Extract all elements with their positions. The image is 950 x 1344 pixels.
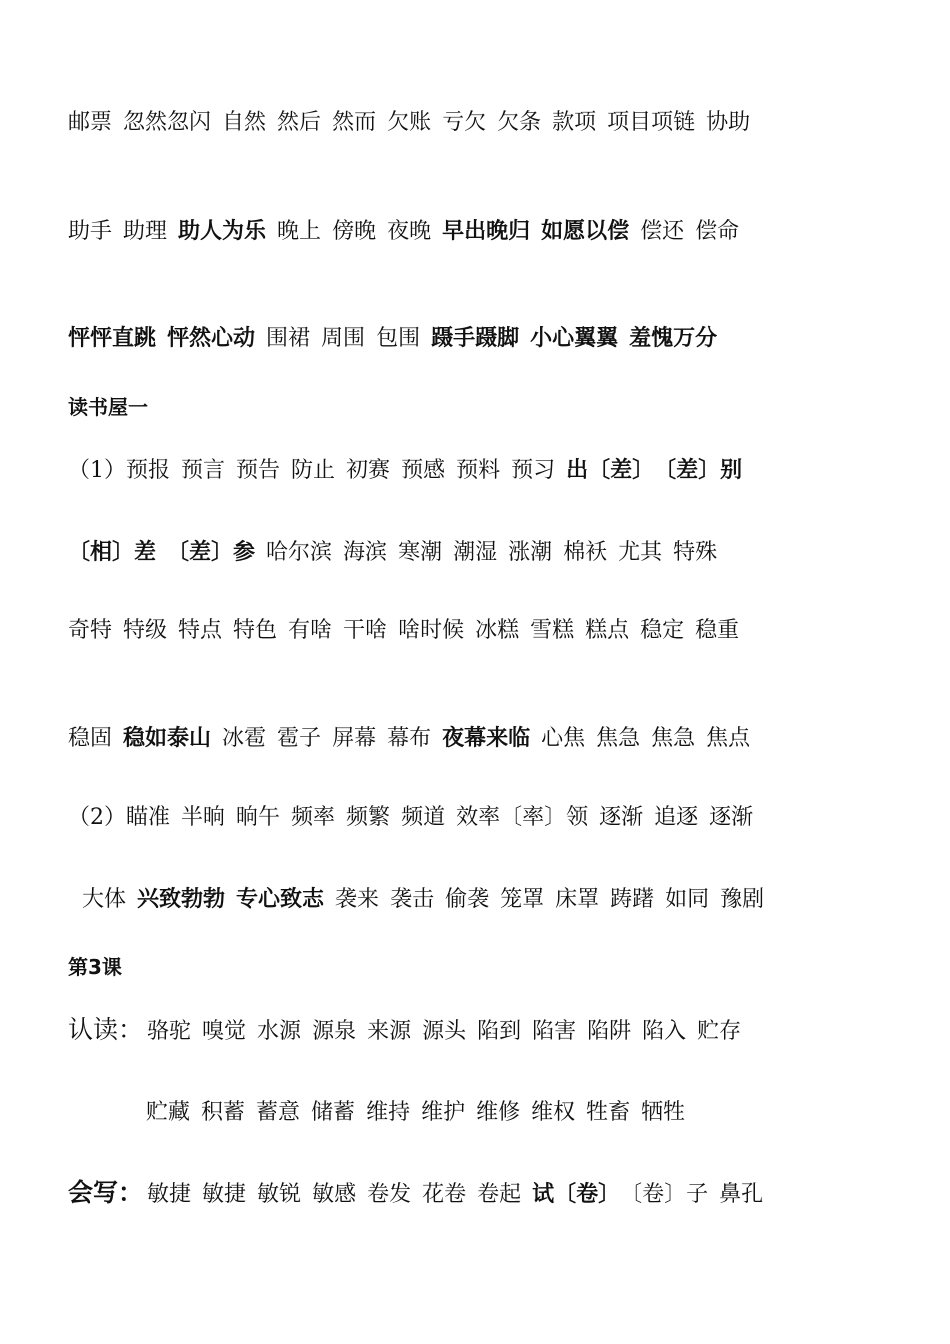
vocab-word: 防止 [291, 458, 336, 483]
vocab-word: 嗅觉 [202, 1019, 247, 1044]
vocab-word: 偿还 [640, 219, 685, 244]
vocab-word: 包围 [376, 326, 421, 351]
vocab-word: 维修 [476, 1100, 521, 1125]
vocab-word: 自然 [222, 110, 267, 135]
vocab-word: 专心致志 [236, 886, 325, 912]
vocab-word: 陷阱 [587, 1019, 632, 1044]
vocab-word: 维权 [531, 1100, 576, 1125]
vocab-word: 傍晚 [332, 219, 377, 244]
vocab-word: 夜晚 [387, 219, 432, 244]
vocab-word: 冰雹 [222, 726, 267, 751]
vocab-word: 亏欠 [442, 110, 487, 135]
vocab-word: 奇特 [68, 618, 113, 643]
vocab-word: 如同 [665, 887, 710, 912]
vocab-word: 卷起 [477, 1182, 522, 1207]
vocab-word: 骆驼 [147, 1019, 192, 1044]
word-row-7 [68, 723, 910, 754]
vocab-word: 大体 [82, 887, 127, 912]
vocab-word: 心焦 [541, 726, 586, 751]
vocab-word: 哈尔滨 [266, 540, 333, 565]
vocab-word: 追逐 [654, 805, 699, 830]
vocab-word: 偷袭 [445, 887, 490, 912]
vocab-word: 涨潮 [508, 540, 553, 565]
vocab-word: 敏感 [312, 1182, 357, 1207]
vocab-word: 潮湿 [453, 540, 498, 565]
vocab-word: 助理 [123, 219, 168, 244]
vocab-word: 床罩 [555, 887, 600, 912]
vocab-word: 如愿以偿 [541, 218, 630, 244]
vocab-word: 特点 [178, 618, 223, 643]
vocab-word: 预料 [456, 458, 501, 483]
vocab-word: 牺牲 [641, 1100, 686, 1125]
vocab-word: 储蓄 [311, 1100, 356, 1125]
vocab-word: 雪糕 [530, 618, 575, 643]
vocab-word: 卷发 [367, 1182, 412, 1207]
vocab-word: 特殊 [673, 540, 718, 565]
vocab-word: 贮藏 [146, 1100, 191, 1125]
vocab-word: 逐渐 [709, 805, 754, 830]
word-row-8 [68, 803, 910, 833]
vocab-word: 干啥 [343, 618, 388, 643]
vocab-word: 蹑手蹑脚 [431, 325, 520, 351]
vocab-word: 怦怦直跳 [68, 325, 157, 351]
vocab-word: 预告 [236, 458, 281, 483]
vocab-word: 维护 [421, 1100, 466, 1125]
word-row-9 [82, 884, 910, 915]
vocab-word: 陷入 [642, 1019, 687, 1044]
vocab-word: 牲畜 [586, 1100, 631, 1125]
vocab-word: 怦然心动 [167, 325, 256, 351]
word-row-4 [68, 455, 910, 486]
write-row-1 [68, 1178, 910, 1210]
vocab-word: 〔卷〕子 [631, 1182, 709, 1207]
vocab-word: 频率 [291, 805, 336, 830]
vocab-word: 频道 [401, 805, 446, 830]
vocab-word: 然而 [332, 110, 377, 135]
vocab-word: 来源 [367, 1019, 412, 1044]
vocab-word: 〔差〕别 [665, 457, 743, 483]
vocab-word: 袭击 [390, 887, 435, 912]
vocab-word: 稳定 [640, 618, 685, 643]
vocab-word: 棉袄 [563, 540, 608, 565]
vocab-word: 围裙 [266, 326, 311, 351]
vocab-word: 邮票 [68, 110, 113, 135]
vocab-word: （2）瞄准 [68, 805, 170, 830]
vocab-word: 预言 [181, 458, 226, 483]
vocab-word: 焦点 [706, 726, 751, 751]
vocab-word: 出〔差〕 [566, 457, 655, 483]
vocab-word: 陷害 [532, 1019, 577, 1044]
vocab-word: 小心翼翼 [530, 325, 619, 351]
word-row-6 [68, 616, 910, 646]
vocab-word: 稳如泰山 [123, 725, 212, 751]
vocab-word: 预感 [401, 458, 446, 483]
vocab-word: 夜幕来临 [442, 725, 531, 751]
vocab-word: 踌躇 [610, 887, 655, 912]
vocab-word: 有啥 [288, 618, 333, 643]
word-row-5 [68, 537, 910, 568]
vocab-word: 逐渐 [599, 805, 644, 830]
vocab-word: 试〔卷〕 [532, 1181, 621, 1207]
vocab-word: 偿命 [695, 219, 740, 244]
vocab-word: 蓄意 [256, 1100, 301, 1125]
vocab-word: 忽然忽闪 [123, 110, 212, 135]
vocab-word: 笼罩 [500, 887, 545, 912]
section-heading-lesson-3: 第3课 [68, 955, 122, 979]
recognize-label: 认读： [68, 1015, 144, 1044]
word-row-2 [68, 216, 910, 247]
vocab-word: 特级 [123, 618, 168, 643]
vocab-word: 维持 [366, 1100, 411, 1125]
vocab-word: 〔相〕差 [68, 539, 157, 565]
vocab-word: 兴致勃勃 [137, 886, 226, 912]
vocab-word: 助人为乐 [178, 218, 267, 244]
vocab-word: 花卷 [422, 1182, 467, 1207]
word-row-3 [68, 323, 910, 354]
vocab-word: 然后 [277, 110, 322, 135]
vocab-word: 寒潮 [398, 540, 443, 565]
vocab-word: 晚上 [277, 219, 322, 244]
vocab-word: 效率〔率〕领 [456, 805, 589, 830]
vocab-word: 水源 [257, 1019, 302, 1044]
vocab-word: 敏捷 [202, 1182, 247, 1207]
vocab-word: 源头 [422, 1019, 467, 1044]
vocab-word: 啥时候 [398, 618, 465, 643]
vocab-word: 早出晚归 [442, 218, 531, 244]
vocab-word: 特色 [233, 618, 278, 643]
vocab-word: 欠账 [387, 110, 432, 135]
vocab-word: 陷到 [477, 1019, 522, 1044]
vocab-word: 频繁 [346, 805, 391, 830]
recognize-row-2 [146, 1098, 910, 1128]
section-heading-reading-room: 读书屋一 [68, 395, 148, 419]
vocab-word: 糕点 [585, 618, 630, 643]
vocab-word: 欠条 [497, 110, 542, 135]
vocab-word: 晌午 [236, 805, 281, 830]
vocab-word: 协助 [706, 110, 751, 135]
vocab-word: 冰糕 [475, 618, 520, 643]
vocab-word: 项目项链 [607, 110, 696, 135]
vocab-word: 助手 [68, 219, 113, 244]
vocab-word: 半晌 [181, 805, 226, 830]
vocab-word: 积蓄 [201, 1100, 246, 1125]
vocab-word: 雹子 [277, 726, 322, 751]
vocab-word: 敏锐 [257, 1182, 302, 1207]
write-label: 会写： [68, 1178, 144, 1207]
recognize-row-1 [68, 1015, 910, 1047]
vocab-word: 鼻孔 [719, 1182, 764, 1207]
vocab-word: 焦急 [596, 726, 641, 751]
vocab-word: 源泉 [312, 1019, 357, 1044]
vocab-word: 〔差〕参 [167, 539, 256, 565]
vocab-word: 幕布 [387, 726, 432, 751]
vocab-word: 初赛 [346, 458, 391, 483]
vocab-word: 羞愧万分 [629, 325, 718, 351]
vocab-word: 款项 [552, 110, 597, 135]
vocab-word: 海滨 [343, 540, 388, 565]
vocab-word: （1）预报 [68, 458, 170, 483]
vocab-word: 稳固 [68, 726, 113, 751]
vocab-word: 敏捷 [147, 1182, 192, 1207]
vocab-word: 预习 [511, 458, 556, 483]
vocab-word: 尤其 [618, 540, 663, 565]
vocab-word: 袭来 [335, 887, 380, 912]
vocab-word: 屏幕 [332, 726, 377, 751]
vocab-word: 稳重 [695, 618, 740, 643]
vocab-word: 贮存 [697, 1019, 742, 1044]
vocab-word: 豫剧 [720, 887, 765, 912]
vocab-word: 焦急 [651, 726, 696, 751]
word-row-1 [68, 108, 910, 138]
vocab-word: 周围 [321, 326, 366, 351]
